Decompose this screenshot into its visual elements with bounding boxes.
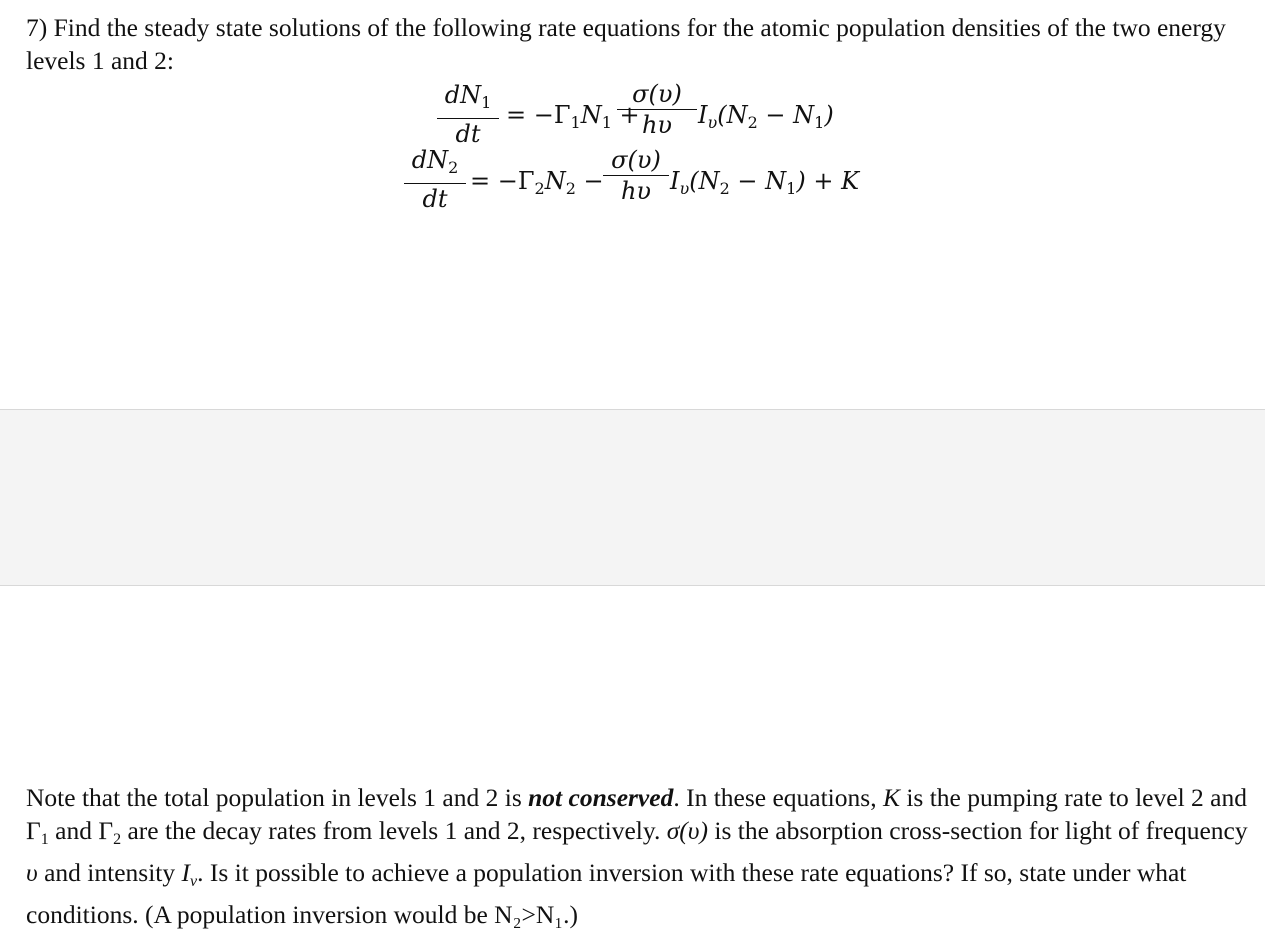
emphasis-not-conserved: not conserved — [528, 783, 674, 812]
eq2-rhs-main: = $-\Gamma_2N_2$ − — [470, 167, 604, 198]
eq2-rhs-tail: $I_\upsilon(N_2 - N_1) + K$ — [670, 167, 860, 198]
eq1-coefficient-fraction: σ(υ) hυ — [617, 79, 697, 140]
eq2-coefficient-fraction: σ(υ) hυ — [603, 145, 669, 206]
question-intro: 7) Find the steady state solutions of the following rate equations for the atomic population densities of the two energy levels 1 and 2: — [26, 13, 1226, 75]
eq1-rhs-main: = $-\Gamma_1N_1$ + — [506, 101, 640, 132]
eq2-lhs-fraction: $dN_2$ dt — [404, 145, 466, 214]
eq1-lhs-fraction: $dN_1$ dt — [437, 80, 499, 149]
question-note: Note that the total population in levels 1 and 2 is not conserved. In these equations, K is the pumping rate to level 2 and $\Gamma_1$ and $\Gamma_2$ are the decay rates from levels 1 and 2, respectively. σ(υ) is the absorption cross-section for light of frequency υ and intensity $I_\nu$. Is it possible to achieve a population inversion with these rate equations? If so, state under what conditions. (A population inversion would be N₂>N₁.) — [26, 783, 1248, 929]
answer-area-lower[interactable] — [0, 497, 1265, 586]
answer-area-upper[interactable] — [0, 409, 1265, 498]
eq1-rhs-tail: $I_\upsilon(N_2 - N_1)$ — [698, 101, 834, 132]
